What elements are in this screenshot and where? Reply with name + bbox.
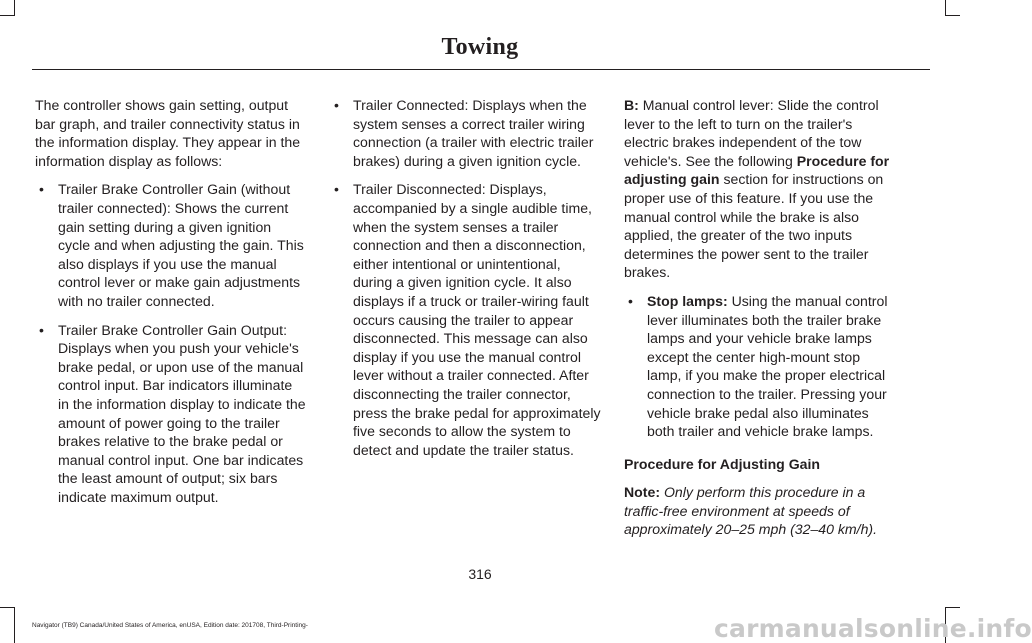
crop-mark-bottom-left-h: [0, 607, 14, 608]
manual-lever-paragraph: [624, 96, 896, 282]
column-3: [624, 96, 896, 549]
column-1: [35, 96, 307, 516]
bullet-glyph: •: [39, 321, 44, 338]
bullet-glyph: •: [39, 181, 44, 198]
note-label: Note:: [624, 484, 661, 501]
header-rule: [32, 69, 930, 70]
intro-paragraph: The controller shows gain setting, output bar graph, and trailer connectivity status in the information display. They appear in the information display as follows:: [35, 97, 301, 169]
list-item: [35, 180, 307, 310]
crop-mark-top-left-h: [0, 15, 14, 16]
column-2: [330, 96, 602, 469]
stop-lamps-body: Using the manual control lever illuminates both the trailer brake lamps and your vehicle brake lamps except the center high-mount stop lamp, if you make the proper electrical connection to the trailer. Pressing your vehicle brake pedal also illuminates both trailer and vehicle brake lamps.: [647, 292, 888, 440]
bullet-text: Trailer Connected: Displays when the system senses a correct trailer wiring connection (a trailer with electric trailer brakes) during a given ignition cycle.: [353, 97, 594, 169]
crop-mark-top-right-v: [945, 0, 946, 16]
page-number: 316: [468, 566, 492, 582]
page-title: Towing: [441, 34, 519, 60]
b-text-2: section for instructions on proper use of this feature. If you use the manual control while the brake is also applied, the greater of the two inputs determines the power sent to the trailer brakes.: [624, 171, 884, 281]
bullet-glyph: •: [334, 181, 339, 198]
list-item: [624, 292, 896, 441]
list-item: [330, 180, 602, 459]
list-item: [35, 321, 307, 507]
note-body: Only perform this procedure in a traffic-free environment at speeds of approximately 20–25 mph (32–40 km/h).: [624, 484, 878, 538]
crop-mark-bottom-left-v: [14, 607, 15, 643]
procedure-reference: Procedure for adjusting gain: [624, 152, 890, 188]
section-heading: Procedure for Adjusting Gain: [624, 455, 821, 472]
b-label: B:: [624, 97, 639, 113]
bullet-glyph: •: [334, 97, 339, 113]
bullet-text: Trailer Disconnected: Displays, accompanied by a single audible time, when the system senses a trailer connection and then a disconnection, either intentional or unintentional, during a given ignition cycle. It also displays if a truck or trailer-wiring fault occurs causing the trailer to appear disconnected. This message can also display if you use the manual control lever without a trailer connected. After disconnecting the trailer connector, press the brake pedal for approximately five seconds to allow the system to detect and update the trailer status.: [353, 181, 601, 458]
note-paragraph: [624, 483, 896, 539]
crop-mark-bottom-right-h: [946, 607, 960, 608]
bullet-text: Trailer Brake Controller Gain Output: Displays when you push your vehicle's brake pedal, or upon use of the manual control input. Bar indicators illuminate in the information display to indicate the amount of power going to the trailer brakes relative to the brake pedal or manual control input. One bar indicates the least amount of output; six bars indicate maximum output.: [58, 321, 306, 505]
bullet-glyph: •: [628, 292, 633, 309]
watermark: carmanualsonline.info: [714, 614, 1032, 643]
footer-edition-info: Navigator (TB9) Canada/United States of America, enUSA, Edition date: 201708, Third-Printing-: [32, 622, 308, 629]
list-item: [330, 96, 602, 170]
bullet-text: Trailer Brake Controller Gain (without trailer connected): Shows the current gain setting during a given ignition cycle and when adjusting the gain. This also displays if you use the manual control lever or make gain adjustments with no trailer connected.: [58, 181, 304, 309]
crop-mark-top-left-v: [14, 0, 15, 16]
crop-mark-top-right-h: [946, 15, 960, 16]
stop-lamps-label: Stop lamps:: [647, 292, 728, 309]
stop-lamps-text: [647, 293, 887, 439]
b-text-1: Manual control lever: Slide the control lever to the left to turn on the trailer's electric brakes independent of the tow vehicle's. See the following: [624, 97, 879, 169]
